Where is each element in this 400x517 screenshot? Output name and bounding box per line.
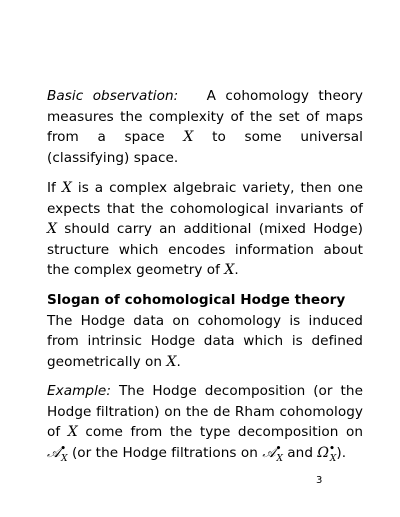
bullet-superscript: • xyxy=(275,443,282,454)
basic-observation-text: A cohomology theory measures the complexity of the set of maps from a space xyxy=(47,88,363,146)
slogan-text: The Hodge data on cohomology is induced from intrinsic Hodge data which is defined geometrically on xyxy=(47,312,363,370)
paragraph-example xyxy=(47,381,363,463)
page-number: 3 xyxy=(316,475,323,486)
text-fragment: If xyxy=(47,180,56,196)
paragraph-basic-observation xyxy=(47,86,363,168)
sheaf-symbol-a xyxy=(47,443,68,464)
x-subscript: X xyxy=(329,453,337,464)
text-fragment: . xyxy=(234,262,239,279)
slogan-heading: Slogan of cohomological Hodge theory xyxy=(47,292,346,308)
example-text: The Hodge decomposition (or the Hodge filtration) on the de Rham cohomology of xyxy=(47,383,363,441)
x-subscript: X xyxy=(61,453,68,464)
x-subscript: X xyxy=(276,453,283,464)
text-fragment: is a complex algebraic variety, then one expects that the cohomological invariants of xyxy=(47,180,364,217)
variable-x: X xyxy=(183,129,194,146)
basic-observation-text-end: to some universal (classifying) space. xyxy=(47,129,363,166)
text-fragment: should carry an additional (mixed Hodge) structure which encodes information about the complex geometry of xyxy=(47,221,363,279)
variable-x: X xyxy=(67,424,78,441)
variable-x: X xyxy=(166,353,177,370)
text-fragment: and xyxy=(287,444,314,461)
paragraph-complex-variety xyxy=(47,178,363,281)
sheaf-symbol-omega xyxy=(317,443,337,464)
text-fragment: . xyxy=(176,353,181,370)
variable-x: X xyxy=(224,262,235,279)
bullet-superscript: • xyxy=(329,443,335,454)
script-a-glyph: 𝒜 xyxy=(262,444,276,461)
paragraph-slogan xyxy=(47,290,363,372)
sheaf-symbol-a xyxy=(262,443,283,464)
script-a-glyph: 𝒜 xyxy=(47,444,61,461)
example-label: Example: xyxy=(47,383,111,399)
variable-x: X xyxy=(47,221,58,238)
variable-x: X xyxy=(61,180,72,196)
omega-glyph: Ω xyxy=(317,444,330,461)
basic-observation-label: Basic observation: xyxy=(47,88,179,104)
bullet-superscript: • xyxy=(60,443,67,454)
text-fragment: (or the Hodge filtrations on xyxy=(71,444,258,461)
text-fragment: come from the type decomposition on xyxy=(85,424,364,441)
text-fragment: ). xyxy=(336,444,347,461)
